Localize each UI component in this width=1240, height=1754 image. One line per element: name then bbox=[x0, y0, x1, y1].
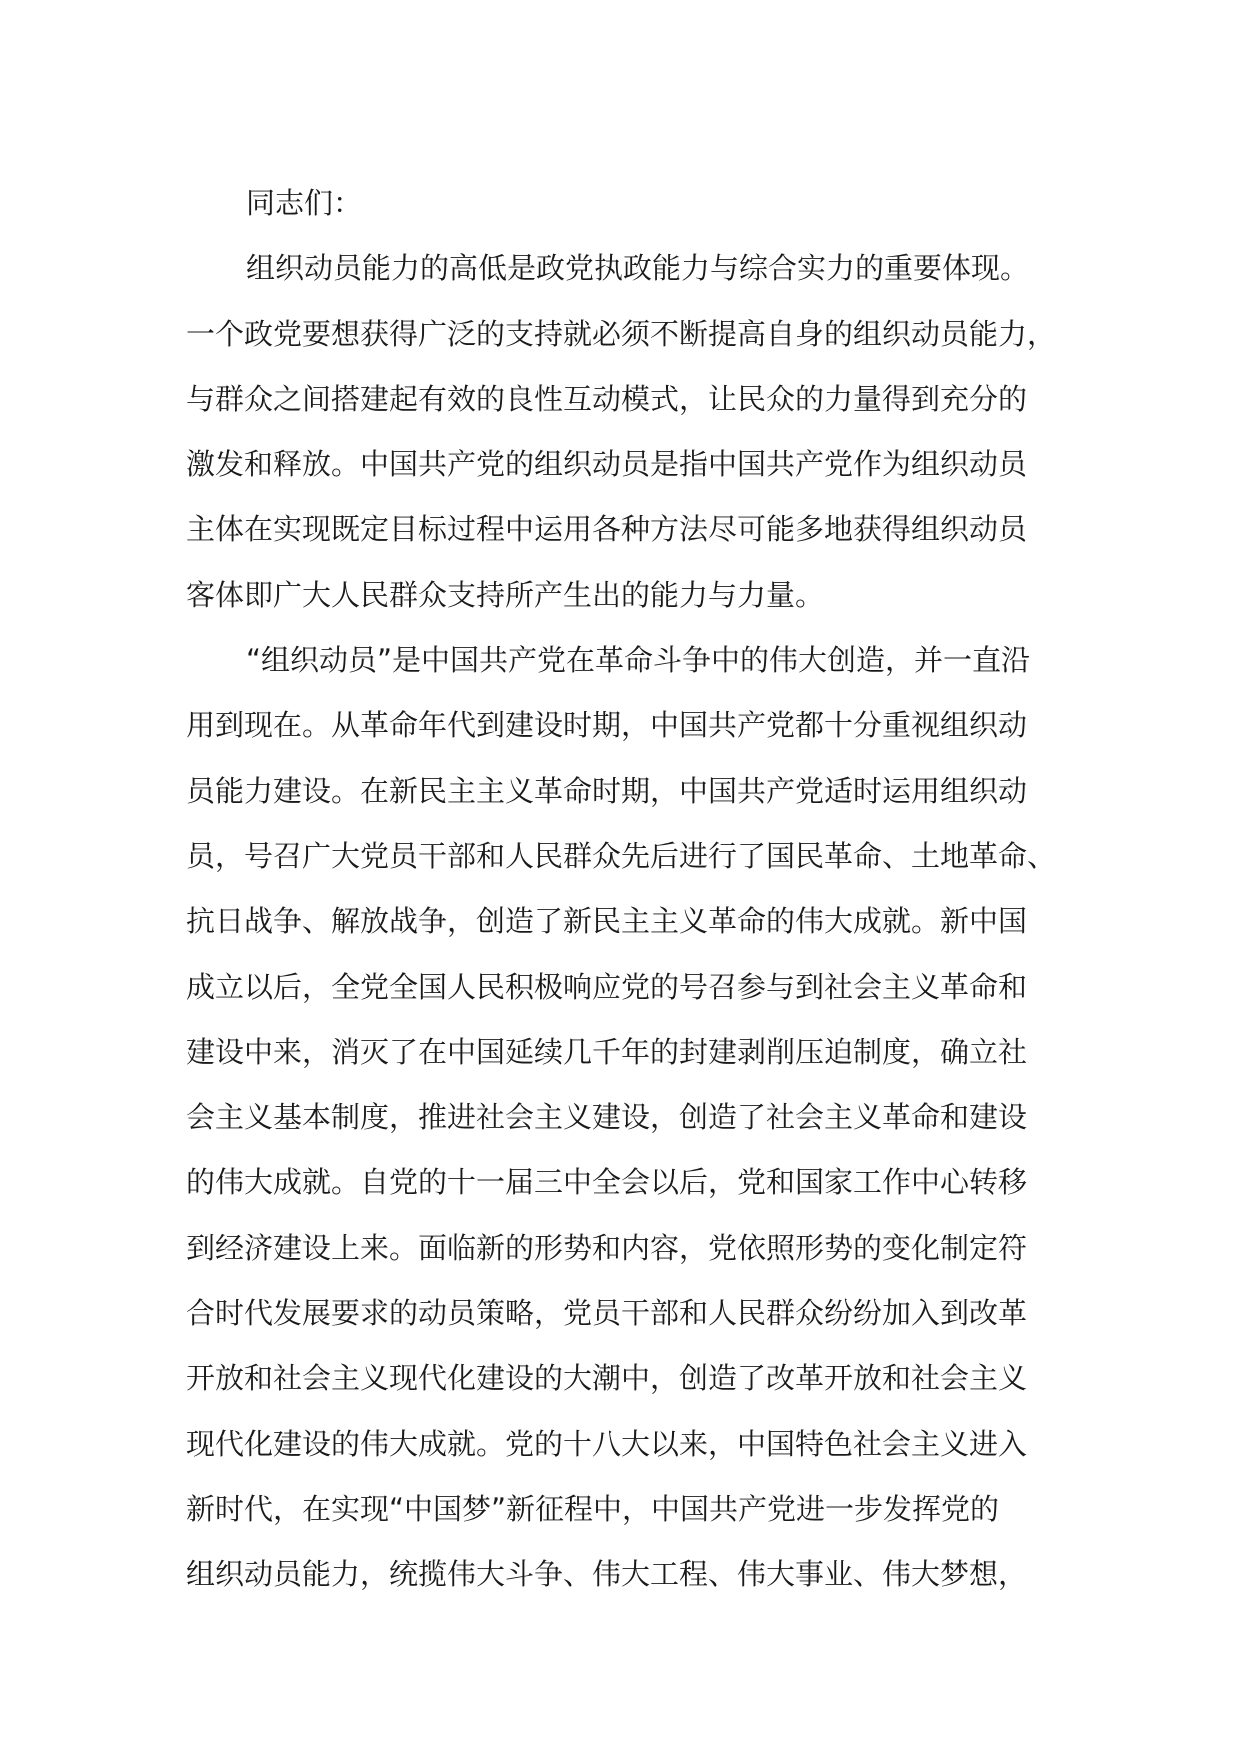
paragraph-1 bbox=[186, 236, 1066, 628]
paragraph-2-line-5: 抗日战争、解放战争，创造了新民主主义革命的伟大成就。新中国 bbox=[186, 904, 1028, 939]
paragraph-2-line-11: 合时代发展要求的动员策略，党员干部和人民群众纷纷加入到改革 bbox=[186, 1296, 1028, 1331]
paragraph-1-line-2: 一个政党要想获得广泛的支持就必须不断提高自身的组织动员能力， bbox=[186, 316, 1057, 351]
paragraph-2-line-2: 用到现在。从革命年代到建设时期，中国共产党都十分重视组织动 bbox=[186, 708, 1028, 743]
paragraph-2-line-14: 新时代，在实现“中国梦”新征程中，中国共产党进一步发挥党的 bbox=[186, 1491, 1000, 1526]
paragraph-2-line-8: 会主义基本制度，推进社会主义建设，创造了社会主义革命和建设 bbox=[186, 1100, 1028, 1135]
paragraph-2-line-9: 的伟大成就。自党的十一届三中全会以后，党和国家工作中心转移 bbox=[186, 1165, 1028, 1200]
paragraph-2-line-10: 到经济建设上来。面临新的形势和内容，党依照形势的变化制定符 bbox=[186, 1230, 1028, 1265]
salutation: 同志们： bbox=[246, 186, 363, 220]
paragraph-2-line-6: 成立以后，全党全国人民积极响应党的号召参与到社会主义革命和 bbox=[186, 969, 1028, 1004]
paragraph-1-line-6: 客体即广大人民群众支持所产生出的能力与力量。 bbox=[186, 577, 825, 612]
paragraph-1-line-5: 主体在实现既定目标过程中运用各种方法尽可能多地获得组织动员 bbox=[186, 512, 1028, 547]
paragraph-2-line-12: 开放和社会主义现代化建设的大潮中，创造了改革开放和社会主义 bbox=[186, 1361, 1028, 1396]
paragraph-1-line-4: 激发和释放。中国共产党的组织动员是指中国共产党作为组织动员 bbox=[186, 447, 1028, 482]
document-body bbox=[186, 171, 1066, 1608]
paragraph-2-line-1: “组织动员”是中国共产党在革命斗争中的伟大创造，并一直沿 bbox=[246, 643, 1031, 678]
paragraph-2-line-3: 员能力建设。在新民主主义革命时期，中国共产党适时运用组织动 bbox=[186, 773, 1028, 808]
paragraph-1-line-3: 与群众之间搭建起有效的良性互动模式，让民众的力量得到充分的 bbox=[186, 381, 1028, 416]
paragraph-2-line-7: 建设中来，消灭了在中国延续几千年的封建剥削压迫制度，确立社 bbox=[186, 1034, 1028, 1069]
paragraph-2-line-15: 组织动员能力，统揽伟大斗争、伟大工程、伟大事业、伟大梦想， bbox=[186, 1557, 1028, 1592]
paragraph-2 bbox=[186, 628, 1066, 1607]
paragraph-1-line-1: 组织动员能力的高低是政党执政能力与综合实力的重要体现。 bbox=[246, 251, 1030, 286]
paragraph-2-line-4: 员，号召广大党员干部和人民群众先后进行了国民革命、土地革命、 bbox=[186, 838, 1057, 873]
paragraph-2-line-13: 现代化建设的伟大成就。党的十八大以来，中国特色社会主义进入 bbox=[186, 1426, 1028, 1461]
